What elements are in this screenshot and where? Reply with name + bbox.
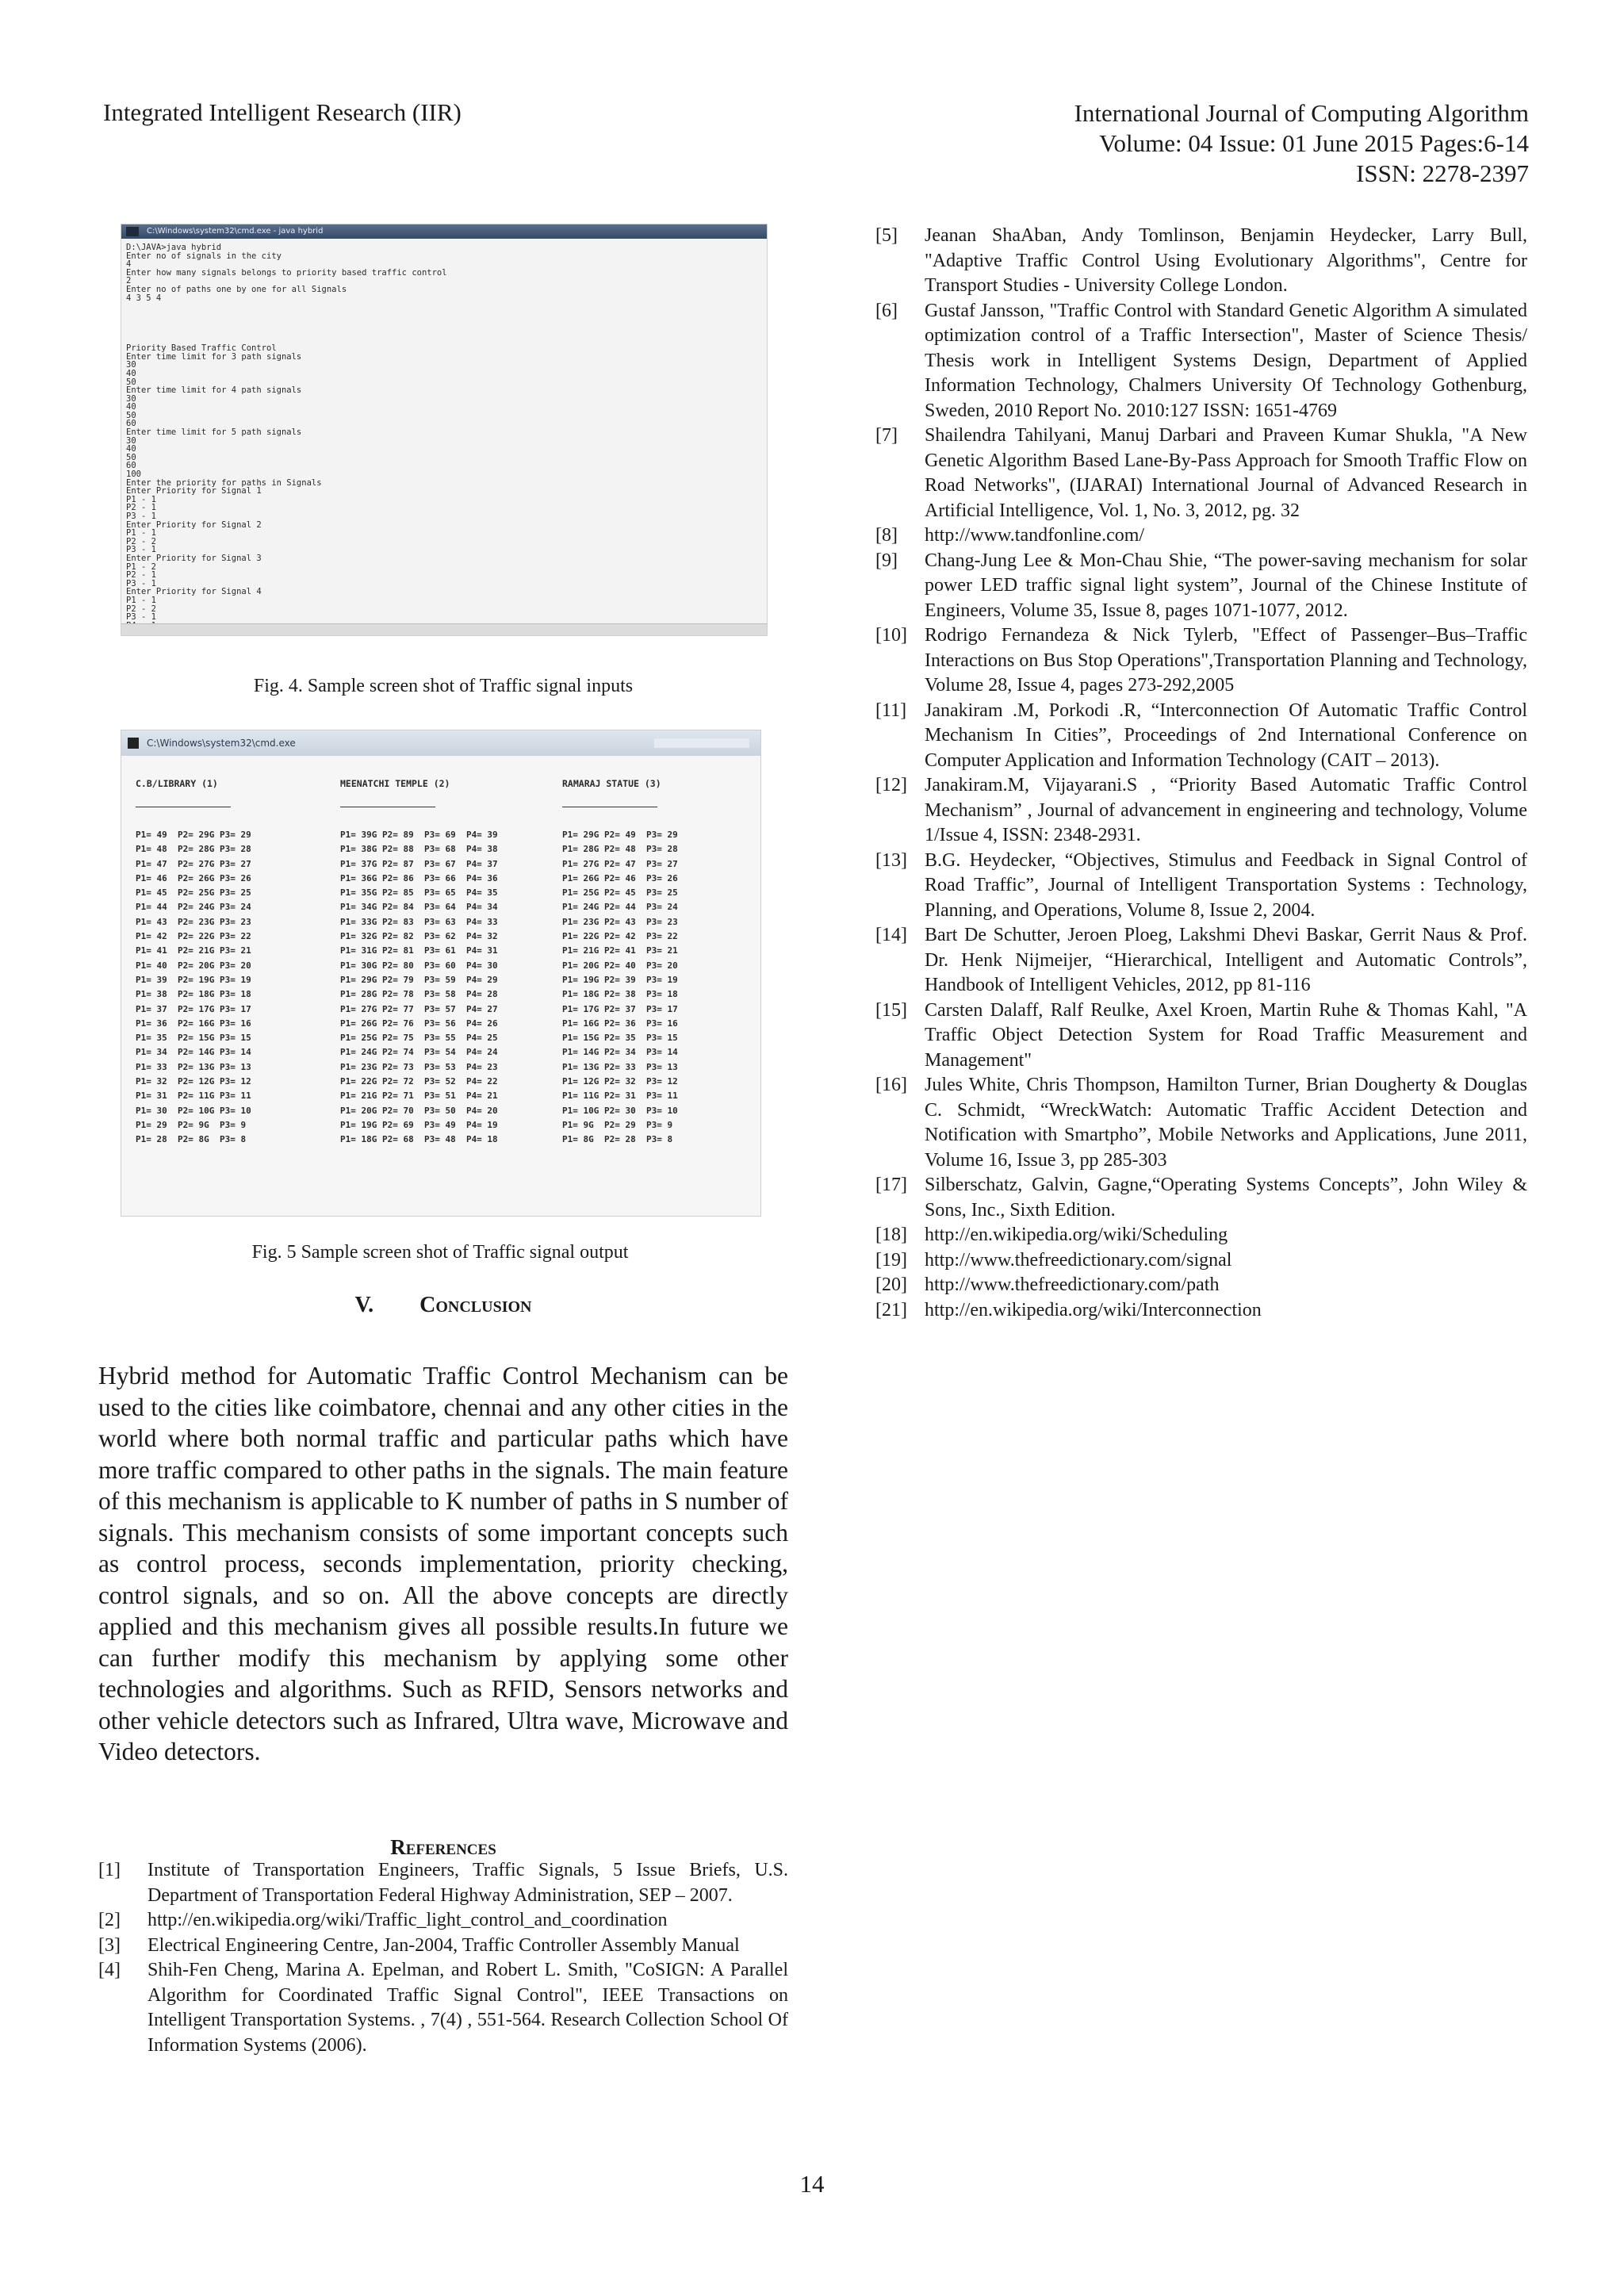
output-row: P1= 47 P2= 27G P3= 27 [136, 858, 251, 869]
reference-number: [14] [875, 925, 907, 945]
output-row: P1= 14G P2= 34 P3= 14 [562, 1047, 678, 1058]
reference-item [875, 1073, 1527, 1173]
console-line: Enter time limit for 4 path signals [126, 385, 302, 396]
console-line: 50 [126, 452, 136, 462]
output-row: P1= 36G P2= 86 P3= 66 P4= 36 [340, 872, 498, 884]
console-line: Enter the priority for paths in Signals [126, 477, 322, 488]
column-heading: C.B/LIBRARY (1) [136, 778, 218, 789]
console-line: Enter no of signals in the city [126, 251, 282, 261]
output-row: P1= 31 P2= 11G P3= 11 [136, 1091, 251, 1102]
output-column [340, 778, 498, 1148]
references-heading: References [390, 1835, 496, 1859]
output-row: P1= 29 P2= 9G P3= 9 [136, 1119, 247, 1130]
console-output [121, 239, 767, 630]
reference-number: [5] [875, 225, 898, 246]
console-line [126, 311, 762, 320]
console-line: 30 [126, 435, 136, 446]
output-row: P1= 25G P2= 75 P3= 55 P4= 25 [340, 1033, 498, 1044]
reference-item [875, 424, 1527, 523]
column-rows [136, 828, 251, 1148]
output-row: P1= 40 P2= 20G P3= 20 [136, 960, 251, 971]
reference-number: [21] [875, 1299, 907, 1320]
reference-item [875, 523, 1527, 549]
console-line: 4 3 5 4 [126, 293, 162, 303]
output-row: P1= 18G P2= 38 P3= 18 [562, 989, 678, 1000]
console-line: P3 - 1 [126, 512, 156, 521]
column-heading: RAMARAJ STATUE (3) [562, 778, 661, 789]
console-line: P2 - 1 [126, 503, 156, 513]
reference-item [98, 1958, 788, 2058]
reference-item [875, 224, 1527, 299]
output-window-icon [128, 738, 139, 749]
running-header-right [1074, 98, 1529, 189]
output-row: P1= 18G P2= 68 P3= 48 P4= 18 [340, 1134, 498, 1145]
console-line: 4 [126, 259, 132, 270]
output-row: P1= 19G P2= 69 P3= 49 P4= 19 [340, 1119, 498, 1130]
reference-text: Silberschatz, Galvin, Gagne,“Operating Systems Concepts”, John Wiley & Sons, Inc., Sixth Edition. [925, 1175, 1527, 1221]
section-title: Conclusion [419, 1293, 532, 1317]
output-title: C:\Windows\system32\cmd.exe [147, 738, 296, 749]
output-row: P1= 28 P2= 8G P3= 8 [136, 1134, 247, 1145]
reference-item [875, 849, 1527, 924]
output-row: P1= 11G P2= 31 P3= 11 [562, 1091, 678, 1102]
reference-number: [20] [875, 1274, 907, 1295]
reference-item [875, 999, 1527, 1074]
output-row: P1= 37 P2= 17G P3= 17 [136, 1003, 251, 1014]
output-row: P1= 10G P2= 30 P3= 10 [562, 1105, 678, 1116]
output-row: P1= 34G P2= 84 P3= 64 P4= 34 [340, 902, 498, 913]
console-titlebar [121, 224, 767, 239]
output-row: P1= 39G P2= 89 P3= 69 P4= 39 [340, 830, 498, 840]
console-line: Enter time limit for 3 path signals [126, 351, 302, 362]
reference-text: Shih-Fen Cheng, Marina A. Epelman, and Robert L. Smith, "CoSIGN: A Parallel Algorithm for Coordinated Traffic Signal Control", IEEE Transactions on Intelligent Transportation Systems. , 7(4) , 551-564. Research Collection School Of Information Systems (2006). [147, 1960, 788, 2056]
output-row: P1= 16G P2= 36 P3= 16 [562, 1018, 678, 1029]
reference-item [875, 923, 1527, 999]
reference-number: [8] [875, 525, 898, 546]
reference-text: Gustaf Jansson, "Traffic Control with Standard Genetic Algorithm A simulated optimization control of a Traffic Intersection", Master of Science Thesis/ Thesis work in Intelligent Systems Design, Department of Applied Information Technology, Chalmers University Of Technology Gothenburg, Sweden, 2010 Report No. 2010:127 ISSN: 1651-4769 [925, 300, 1527, 421]
output-row: P1= 31G P2= 81 P3= 61 P4= 31 [340, 945, 498, 956]
output-row: P1= 32 P2= 12G P3= 12 [136, 1076, 251, 1087]
output-row: P1= 19G P2= 39 P3= 19 [562, 974, 678, 985]
reference-text: http://en.wikipedia.org/wiki/Traffic_light_control_and_coordination [147, 1910, 668, 1930]
reference-number: [9] [875, 550, 898, 571]
output-row: P1= 22G P2= 42 P3= 22 [562, 931, 678, 942]
output-row: P1= 12G P2= 32 P3= 12 [562, 1076, 678, 1087]
reference-number: [12] [875, 775, 907, 795]
conclusion-heading [98, 1293, 788, 1318]
console-line: 40 [126, 402, 136, 412]
output-row: P1= 13G P2= 33 P3= 13 [562, 1061, 678, 1072]
console-line: 50 [126, 410, 136, 420]
output-row: P1= 43 P2= 23G P3= 23 [136, 916, 251, 927]
console-line: Enter Priority for Signal 2 [126, 519, 262, 530]
output-row: P1= 38G P2= 88 P3= 68 P4= 38 [340, 844, 498, 855]
reference-text: Janakiram .M, Porkodi .R, “Interconnection Of Automatic Traffic Control Mechanism In Cities”, Proceedings of 2nd International Conference on Computer Application and Information Technology (CAIT – 2013). [925, 700, 1527, 771]
output-row: P1= 28G P2= 48 P3= 28 [562, 844, 678, 855]
figure-4-caption: Fig. 4. Sample screen shot of Traffic signal inputs [253, 676, 634, 696]
conclusion-paragraph: Hybrid method for Automatic Traffic Control Mechanism can be used to the cities like coimbatore, chennai and any other cities in the world where both normal traffic and particular paths which have more traffic compared to other paths in the signals. The main feature of this mechanism is applicable to K number of paths in S number of signals. This mechanism consists of some important concepts such as control process, seconds implementation, priority checking, control signals, and so on. All the above concepts are directly applied and this mechanism gives all possible results.In future we can further modify this mechanism by applying some other technologies and algorithms. Such as RFID, Sensors networks and other vehicle detectors such as Infrared, Ultra wave, Microwave and Video detectors. [98, 1362, 788, 1765]
console-line: Enter Priority for Signal 3 [126, 553, 262, 563]
reference-text: Jeanan ShaAban, Andy Tomlinson, Benjamin Heydecker, Larry Bull, "Adaptive Traffic Control Using Evolutionary Algorithms", Centre for Transport Studies - University College London. [925, 225, 1527, 296]
console-horizontal-scrollbar [121, 623, 767, 635]
reference-number: [2] [98, 1910, 121, 1930]
console-line: 30 [126, 393, 136, 404]
reference-text: http://www.thefreedictionary.com/signal [925, 1249, 1232, 1271]
output-row: P1= 30 P2= 10G P3= 10 [136, 1105, 251, 1116]
figure-5-screenshot [121, 730, 761, 1217]
output-row: P1= 27G P2= 47 P3= 27 [562, 858, 678, 869]
output-row: P1= 22G P2= 72 P3= 52 P4= 22 [340, 1076, 498, 1087]
console-line: P1 - 1 [126, 528, 156, 539]
output-column [562, 778, 678, 1148]
output-row: P1= 42 P2= 22G P3= 22 [136, 931, 251, 942]
output-row: P1= 46 P2= 26G P3= 26 [136, 872, 251, 884]
reference-item [98, 1858, 788, 1908]
reference-text: Chang-Jung Lee & Mon-Chau Shie, “The power-saving mechanism for solar power LED traffic signal light system”, Journal of the Chinese Institute of Engineers, Volume 35, Issue 8, pages 1071-1077, 2012. [925, 550, 1527, 621]
reference-number: [16] [875, 1075, 907, 1095]
reference-number: [4] [98, 1960, 121, 1980]
reference-item [875, 1223, 1527, 1248]
output-row: P1= 45 P2= 25G P3= 25 [136, 887, 251, 899]
reference-text: Rodrigo Fernandeza & Nick Tylerb, "Effect of Passenger–Bus–Traffic Interactions on Bus Stop Operations",Transportation Planning and Technology, Volume 28, Issue 4, pages 273-292,2005 [925, 625, 1527, 696]
column-rows [562, 828, 678, 1148]
reference-text: http://www.thefreedictionary.com/path [925, 1274, 1220, 1295]
console-line: P1 - 1 [126, 595, 156, 605]
console-line: 40 [126, 444, 136, 454]
console-line: 100 [126, 470, 141, 480]
console-line: D:\JAVA>java hybrid [126, 243, 222, 252]
reference-item [875, 549, 1527, 624]
reference-item [875, 1173, 1527, 1223]
reference-number: [10] [875, 625, 907, 646]
reference-text: Janakiram.M, Vijayarani.S , “Priority Based Automatic Traffic Control Mechanism” , Journal of advancement in engineering and technology, Volume 1/Issue 4, ISSN: 2348-2931. [925, 775, 1527, 845]
console-line [126, 319, 762, 328]
reference-number: [13] [875, 849, 907, 871]
reference-number: [17] [875, 1175, 907, 1195]
console-line: Enter time limit for 5 path signals [126, 427, 302, 438]
references-list-left [98, 1858, 788, 2058]
reference-text: Bart De Schutter, Jeroen Ploeg, Lakshmi Dhevi Baskar, Gerrit Naus & Prof. Dr. Henk Nijmeijer, “Hierarchical, Intelligent and Automatic Controls”, Handbook of Intelligent Vehicles, 2012, pp 81-116 [925, 925, 1527, 995]
journal-name: International Journal of Computing Algorithm [1074, 99, 1529, 127]
volume-issue: Volume: 04 Issue: 01 June 2015 Pages:6-14 [1099, 129, 1529, 157]
output-row: P1= 20G P2= 70 P3= 50 P4= 20 [340, 1105, 498, 1116]
console-line: Priority Based Traffic Control [126, 343, 277, 354]
console-line: P2 - 1 [126, 570, 156, 581]
console-line: Enter no of paths one by one for all Signals [126, 284, 347, 294]
reference-item [875, 773, 1527, 849]
reference-item [875, 1298, 1527, 1324]
output-row: P1= 26G P2= 46 P3= 26 [562, 872, 678, 884]
output-row: P1= 20G P2= 40 P3= 20 [562, 960, 678, 971]
output-row: P1= 30G P2= 80 P3= 60 P4= 30 [340, 960, 498, 971]
console-line [126, 302, 762, 311]
console-title: C:\Windows\system32\cmd.exe - java hybrid [147, 227, 324, 236]
output-row: P1= 37G P2= 87 P3= 67 P4= 37 [340, 858, 498, 869]
console-line [126, 328, 762, 336]
console-line: P3 - 1 [126, 612, 156, 623]
output-row: P1= 35G P2= 85 P3= 65 P4= 35 [340, 887, 498, 899]
page-number: 14 [799, 2170, 825, 2198]
output-row: P1= 34 P2= 14G P3= 14 [136, 1047, 251, 1058]
reference-item [875, 699, 1527, 774]
console-line: P3 - 1 [126, 545, 156, 555]
reference-item [98, 1934, 788, 1959]
output-row: P1= 9G P2= 29 P3= 9 [562, 1119, 673, 1130]
output-row: P1= 26G P2= 76 P3= 56 P4= 26 [340, 1018, 498, 1029]
console-line: P3 - 1 [126, 578, 156, 588]
reference-text: Carsten Dalaff, Ralf Reulke, Axel Kroen, Martin Ruhe & Thomas Kahl, "A Traffic Object Detection System for Road Traffic Measurement and Management" [925, 999, 1527, 1071]
output-row: P1= 29G P2= 79 P3= 59 P4= 29 [340, 974, 498, 985]
reference-number: [6] [875, 300, 898, 321]
console-line: 50 [126, 377, 136, 387]
reference-text: http://en.wikipedia.org/wiki/Interconnection [925, 1299, 1262, 1320]
console-line: P2 - 2 [126, 604, 156, 614]
output-column [136, 778, 251, 1148]
reference-number: [15] [875, 999, 907, 1021]
output-row: P1= 35 P2= 15G P3= 15 [136, 1033, 251, 1044]
output-row: P1= 36 P2= 16G P3= 16 [136, 1018, 251, 1029]
issn: ISSN: 2278-2397 [1356, 159, 1529, 187]
console-line: 30 [126, 360, 136, 370]
console-line: P1 - 1 [126, 494, 156, 504]
reference-number: [3] [98, 1934, 121, 1956]
output-row: P1= 23G P2= 43 P3= 23 [562, 916, 678, 927]
output-row: P1= 44 P2= 24G P3= 24 [136, 902, 251, 913]
output-row: P1= 15G P2= 35 P3= 15 [562, 1033, 678, 1044]
reference-text: Institute of Transportation Engineers, Traffic Signals, 5 Issue Briefs, U.S. Department of Transportation Federal Highway Administration, SEP – 2007. [147, 1860, 788, 1906]
console-line: P2 - 2 [126, 536, 156, 546]
console-line: 60 [126, 419, 136, 429]
reference-number: [11] [875, 700, 907, 721]
reference-number: [7] [875, 425, 898, 446]
output-row: P1= 33G P2= 83 P3= 63 P4= 33 [340, 916, 498, 927]
console-line: 60 [126, 461, 136, 471]
reference-text: B.G. Heydecker, “Objectives, Stimulus and Feedback in Signal Control of Road Traffic”, Journal of Intelligent Transportation Systems : Technology, Planning, and Operations, Volume 8, Issue 2, 2004. [925, 849, 1527, 921]
running-header-left: Integrated Intelligent Research (IIR) [103, 98, 462, 126]
reference-text: Electrical Engineering Centre, Jan-2004, Traffic Controller Assembly Manual [147, 1934, 740, 1956]
reference-text: http://www.tandfonline.com/ [925, 525, 1145, 546]
reference-number: [1] [98, 1860, 121, 1880]
output-row: P1= 32G P2= 82 P3= 62 P4= 32 [340, 931, 498, 942]
output-row: P1= 21G P2= 41 P3= 21 [562, 945, 678, 956]
output-row: P1= 28G P2= 78 P3= 58 P4= 28 [340, 989, 498, 1000]
console-line: 40 [126, 368, 136, 378]
reference-text: http://en.wikipedia.org/wiki/Scheduling [925, 1225, 1228, 1245]
output-row: P1= 41 P2= 21G P3= 21 [136, 945, 251, 956]
output-row: P1= 23G P2= 73 P3= 53 P4= 23 [340, 1061, 498, 1072]
output-row: P1= 24G P2= 44 P3= 24 [562, 902, 678, 913]
console-line: Enter Priority for Signal 4 [126, 587, 262, 597]
column-heading: MEENATCHI TEMPLE (2) [340, 778, 450, 789]
console-line: P1 - 2 [126, 562, 156, 572]
console-line: Enter Priority for Signal 1 [126, 486, 262, 496]
output-row: P1= 33 P2= 13G P3= 13 [136, 1061, 251, 1072]
references-list-right [875, 224, 1527, 1323]
reference-item [875, 623, 1527, 699]
console-line: 2 [126, 276, 132, 286]
reference-number: [18] [875, 1225, 907, 1245]
output-row: P1= 39 P2= 19G P3= 19 [136, 974, 251, 985]
column-rows [340, 828, 498, 1148]
figure-5-caption: Fig. 5 Sample screen shot of Traffic signal output [251, 1242, 629, 1263]
output-row: P1= 49 P2= 29G P3= 29 [136, 830, 251, 840]
console-window-icon [126, 227, 139, 236]
output-row: P1= 17G P2= 37 P3= 17 [562, 1003, 678, 1014]
window-controls [654, 738, 749, 748]
reference-text: Jules White, Chris Thompson, Hamilton Turner, Brian Dougherty & Douglas C. Schmidt, “WreckWatch: Automatic Traffic Accident Detection and Notification with Smartpho”, Mobile Networks and Applications, June 2011, Volume 16, Issue 3, pp 285-303 [925, 1075, 1527, 1171]
output-row: P1= 21G P2= 71 P3= 51 P4= 21 [340, 1091, 498, 1102]
figure-4-screenshot [121, 224, 768, 636]
output-row: P1= 27G P2= 77 P3= 57 P4= 27 [340, 1003, 498, 1014]
reference-item [875, 1273, 1527, 1298]
output-titlebar [121, 730, 760, 756]
console-line: Enter how many signals belongs to priority based traffic control [126, 267, 447, 278]
reference-text: Shailendra Tahilyani, Manuj Darbari and Praveen Kumar Shukla, "A New Genetic Algorithm Based Lane-By-Pass Approach for Smooth Traffic Flow on Road Networks", (IJARAI) International Journal of Advanced Research in Artificial Intelligence, Vol. 1, No. 3, 2012, pg. 32 [925, 425, 1527, 521]
output-row: P1= 25G P2= 45 P3= 25 [562, 887, 678, 899]
output-row: P1= 24G P2= 74 P3= 54 P4= 24 [340, 1047, 498, 1058]
reference-number: [19] [875, 1249, 907, 1271]
section-number: V. [354, 1293, 374, 1317]
reference-item [98, 1908, 788, 1934]
reference-item [875, 299, 1527, 424]
output-row: P1= 38 P2= 18G P3= 18 [136, 989, 251, 1000]
output-row: P1= 48 P2= 28G P3= 28 [136, 844, 251, 855]
reference-item [875, 1248, 1527, 1274]
output-row: P1= 29G P2= 49 P3= 29 [562, 830, 678, 840]
output-row: P1= 8G P2= 28 P3= 8 [562, 1134, 673, 1145]
